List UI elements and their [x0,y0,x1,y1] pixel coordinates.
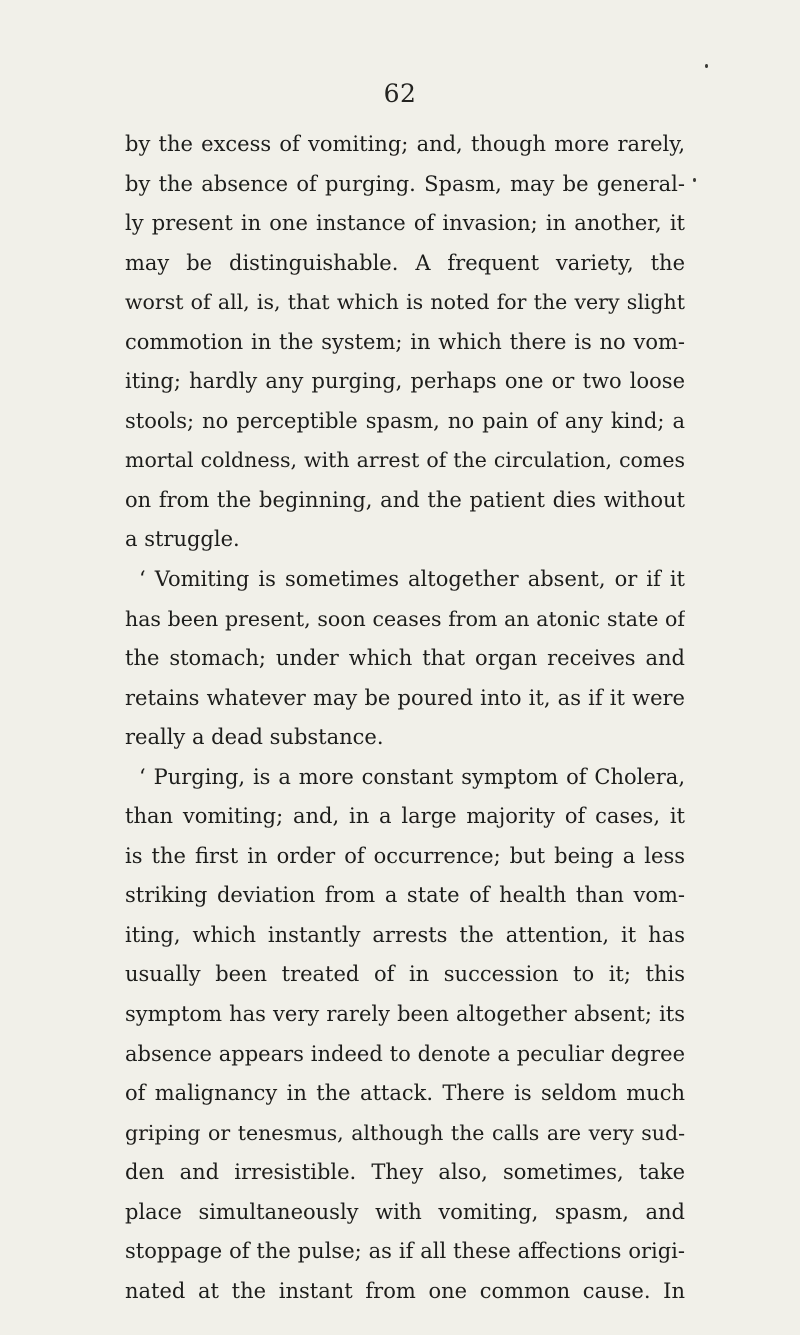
text-line: by the excess of vomiting; and, though more rarely, [125,132,685,156]
paragraph-end-line: a struggle. [125,527,240,552]
text-line: mortal coldness, with arrest of the circulation, comes [125,448,685,473]
text-line: of malignancy in the attack. There is seldom much [125,1081,685,1106]
text-line: retains whatever may be poured into it, as if it were [125,685,685,710]
text-line: than vomiting; and, in a large majority of cases, it [125,804,685,829]
text-line: commotion in the system; in which there is no vom- [125,329,685,354]
text-line: usually been treated of in succession to it; this [125,962,685,987]
text-line: iting, which instantly arrests the attention, it has [125,922,685,947]
text-line: stoppage of the pulse; as if all these affections origi- [125,1239,685,1264]
ink-speck [705,64,708,68]
text-line: symptom has very rarely been altogether absent; its [125,1002,685,1027]
text-line: ly present in one instance of invasion; in another, it [125,211,685,236]
text-line: stools; no perceptible spasm, no pain of any kind; a [125,408,685,433]
text-line: iting; hardly any purging, perhaps one or two loose [125,369,685,394]
text-line: may be distinguishable. A frequent variety, the [125,250,685,275]
text-line: striking deviation from a state of health than vom- [125,883,685,908]
paragraph-start-line: ‘ Vomiting is sometimes altogether absent, or if it [139,567,685,592]
text-line: is the first in order of occurrence; but being a less [125,843,685,868]
paragraph-end-line: really a dead substance. [125,725,384,750]
text-line: on from the beginning, and the patient dies without [125,487,685,512]
paragraph-start-line: ‘ Purging, is a more constant symptom of Cholera, [139,764,685,789]
text-line: the stomach; under which that organ receives and [125,646,685,671]
body-text [125,125,685,1311]
text-line: has been present, soon ceases from an atonic state of [125,606,685,631]
text-line: place simultaneously with vomiting, spasm, and [125,1199,685,1224]
text-line: worst of all, is, that which is noted for the very slight [125,290,685,315]
text-line: den and irresistible. They also, sometimes, take [125,1160,685,1185]
text-line: absence appears indeed to denote a peculiar degree [125,1041,685,1066]
page-number: 62 [383,79,417,108]
ink-speck [693,178,696,182]
text-line: nated at the instant from one common cause. In [125,1278,685,1303]
text-line: griping or tenesmus, although the calls are very sud- [125,1120,685,1145]
text-line: by the absence of purging. Spasm, may be general- [125,171,685,196]
